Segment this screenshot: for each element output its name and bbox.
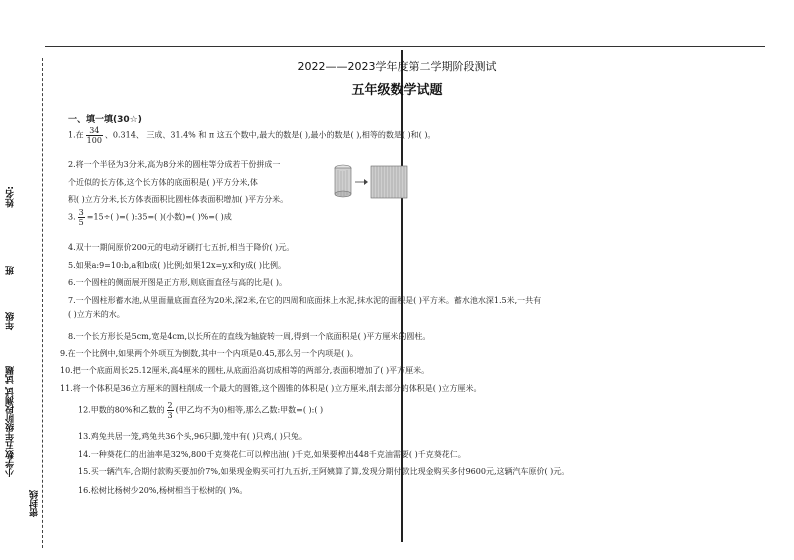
exam-year-title: 2022——2023学年度第二学期阶段测试 <box>297 60 497 73</box>
seal-line-label: 密封线 <box>30 490 40 517</box>
question-14: 14.一种葵花仁的出油率是32%,800千克葵花仁可以榨出油( )千克,如果要榨出448千克油需要( )千克葵花仁。 <box>78 450 466 459</box>
cylinder-to-cuboid-illustration <box>333 162 411 202</box>
fraction: $\frac{2}{3}$ <box>167 401 173 420</box>
section-heading: 一、填一填(30☆) <box>68 115 142 125</box>
question-9: 9.在一个比例中,如果两个外项互为倒数,其中一个内项是0.45,那么另一个内项是( )。 <box>60 349 358 358</box>
question-11: 11.将一个体积是36立方厘米的圆柱削成一个最大的圆锥,这个圆锥的体积是( )立方厘米,削去部分的体积是( )立方厘米。 <box>60 384 482 393</box>
question-2-line-2: 个近似的长方体,这个长方体的底面积是( )平方分米,体 <box>68 178 258 187</box>
question-8: 8.一个长方形长是5cm,宽是4cm,以长所在的直线为轴旋转一周,得到一个底面积是( )平方厘米的圆柱。 <box>68 332 431 341</box>
question-6: 6.一个圆柱的侧面展开图是正方形,则底面直径与高的比是( )。 <box>68 278 287 287</box>
fraction: $\frac{34}{100}$ <box>86 126 102 145</box>
fraction: $\frac{3}{5}$ <box>78 208 84 227</box>
question-12: 12.甲数的80%和乙数的 $\frac{2}{3}$ (甲乙均不为0)相等,那么乙数:甲数=( ):( ) <box>78 401 324 420</box>
grade-label: 年级 <box>6 312 16 330</box>
question-10: 10.把一个底面周长25.12厘米,高4厘米的圆柱,从底面沿高切成相等的两部分,表面积增加了( )平方厘米。 <box>60 366 430 375</box>
question-13: 13.鸡兔共居一笼,鸡兔共36个头,96只脚,笼中有( )只鸡,( )只兔。 <box>78 432 307 441</box>
question-4: 4.双十一期间原价200元的电动牙刷打七五折,相当于降价( )元。 <box>68 243 295 252</box>
question-5: 5.如果a:9=10:b,a和b成( )比例;如果12x=y,x和y成( )比例。 <box>68 261 287 270</box>
name-label: 姓名: <box>6 186 16 208</box>
class-label: 班 <box>6 266 16 275</box>
paper-title-vertical: 小学数五年级阶段测试 试题 <box>6 366 16 478</box>
question-2-line-1: 2.将一个半径为3分米,高为8分米的圆柱等分成若干份拼成一 <box>68 160 281 169</box>
question-1: 1.在 $\frac{34}{100}$ 、0.314、 三成、31.4% 和 π 这五个数中,最大的数是( ),最小的数是( ),相等的数是( )和( )。 <box>68 126 436 145</box>
seal-dashed-line <box>42 58 43 548</box>
question-16: 16.松树比杨树少20%,杨树相当于松树的( )%。 <box>78 486 248 495</box>
question-2-line-3: 积( )立方分米,长方体表面积比圆柱体表面积增加( )平方分米。 <box>68 195 289 204</box>
question-7-line-2: ( )立方米的水。 <box>68 310 125 319</box>
question-3: 3. $\frac{3}{5}$ =15÷( )=( ):35=( )(小数)=( )%=( )成 <box>68 208 232 227</box>
question-7-line-1: 7.一个圆柱形蓄水池,从里面量底面直径为20米,深2米,在它的四周和底面抹上水泥,抹水泥的面积是( )平方米。蓄水池水深1.5米,一共有 <box>68 296 542 305</box>
question-15: 15.买一辆汽车,合期付款购买要加价7%,如果现金购买可打九五折,王阿姨算了算,发现分期付款比现金购买多付9600元,这辆汽车原价( )元。 <box>78 467 570 476</box>
exam-subject-title: 五年级数学试题 <box>351 83 443 98</box>
top-rule <box>45 46 765 47</box>
